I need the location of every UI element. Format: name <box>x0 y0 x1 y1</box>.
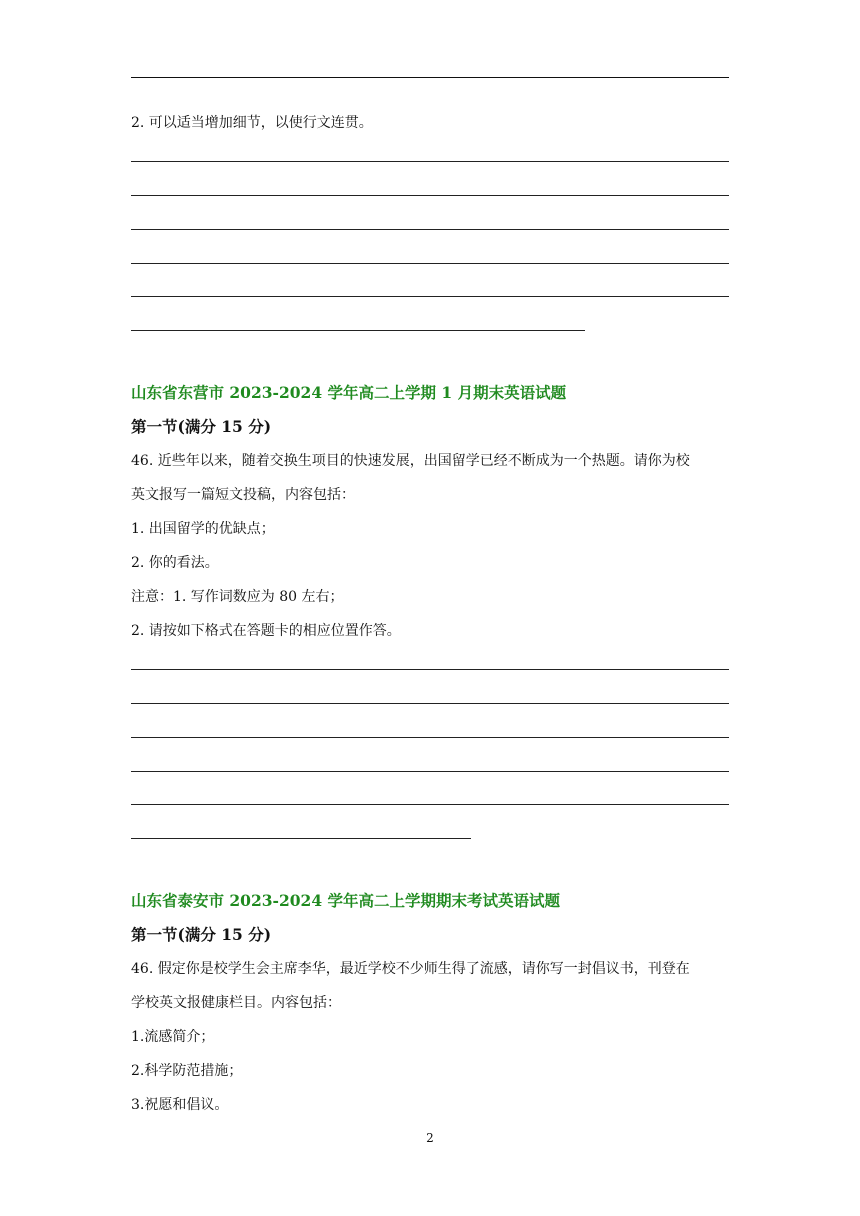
answer-line <box>131 161 729 162</box>
answer-line <box>131 296 729 297</box>
answer-line <box>131 330 585 331</box>
prompt-line: 英文报写一篇短文投稿，内容包括： <box>131 487 355 503</box>
exam-title: 山东省东营市 2023-2024 学年高二上学期 1 月期末英语试题 <box>131 383 567 402</box>
answer-line <box>131 195 729 196</box>
answer-line <box>131 703 729 704</box>
answer-line <box>131 263 729 264</box>
page-number: 2 <box>426 1131 434 1145</box>
exam-title: 山东省泰安市 2023-2024 学年高二上学期期末考试英语试题 <box>131 891 561 910</box>
answer-line <box>131 77 729 78</box>
prompt-line: 学校英文报健康栏目。内容包括： <box>131 995 341 1011</box>
list-item: 1.流感简介； <box>131 1029 215 1045</box>
prompt-line: 46. 近些年以来，随着交换生项目的快速发展，出国留学已经不断成为一个热题。请你为校 <box>131 453 690 469</box>
section-heading: 第一节(满分 15 分) <box>131 417 272 436</box>
answer-line <box>131 838 471 839</box>
list-item: 2.科学防范措施； <box>131 1063 243 1079</box>
note-line: 2. 请按如下格式在答题卡的相应位置作答。 <box>131 623 401 639</box>
list-item: 1. 出国留学的优缺点； <box>131 521 275 537</box>
note-line: 注意：1. 写作词数应为 80 左右； <box>131 589 344 605</box>
answer-line <box>131 669 729 670</box>
answer-line <box>131 771 729 772</box>
answer-line <box>131 229 729 230</box>
prompt-line: 46. 假定你是校学生会主席李华，最近学校不少师生得了流感，请你写一封倡议书，刊登在 <box>131 961 690 977</box>
answer-line <box>131 804 729 805</box>
list-item: 3.祝愿和倡议。 <box>131 1097 229 1113</box>
section-heading: 第一节(满分 15 分) <box>131 925 272 944</box>
list-item: 2. 你的看法。 <box>131 555 219 571</box>
answer-line <box>131 737 729 738</box>
note-line: 2. 可以适当增加细节，以使行文连贯。 <box>131 115 373 131</box>
